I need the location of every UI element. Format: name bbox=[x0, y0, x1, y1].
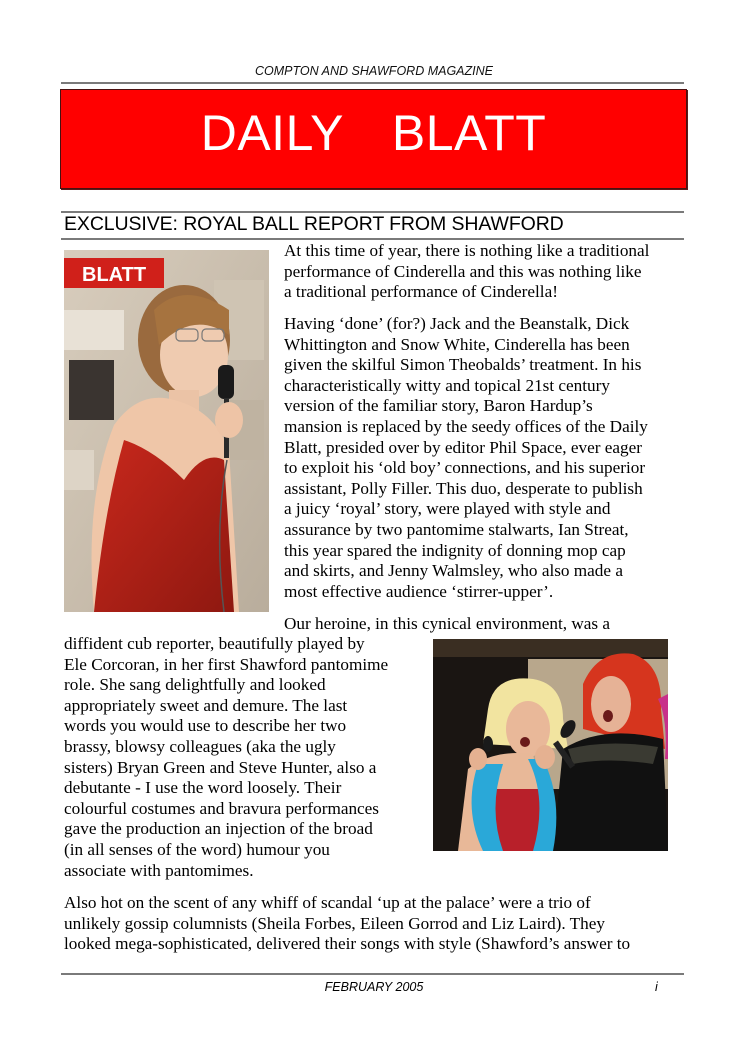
text-line: associate with pantomimes. bbox=[64, 860, 254, 880]
text-line: (in all senses of the word) humour you bbox=[64, 839, 330, 859]
masthead bbox=[60, 89, 687, 189]
text-line: and skirts, and Jenny Walmsley, who also made a bbox=[284, 561, 623, 581]
masthead-title: DAILY BLATT bbox=[200, 105, 547, 161]
running-head: COMPTON AND SHAWFORD MAGAZINE bbox=[255, 64, 493, 78]
photo-singer bbox=[64, 250, 269, 612]
text-line: Having ‘done’ (for?) Jack and the Beanstalk, Dick bbox=[284, 314, 630, 333]
text-line: Whittington and Snow White, Cinderella has been bbox=[284, 334, 630, 354]
page-number: i bbox=[655, 980, 658, 994]
text-line: brassy, blowsy colleagues (aka the ugly bbox=[64, 736, 336, 756]
text-line: version of the familiar story, Baron Hardup’s bbox=[284, 396, 593, 416]
text-line: At this time of year, there is nothing like a traditional bbox=[284, 241, 650, 260]
backdrop-blatt-text: BLATT bbox=[82, 264, 147, 286]
text-line: assistant, Polly Filler. This duo, desperate to publish bbox=[284, 478, 643, 498]
text-line: Ele Corcoran, in her first Shawford pantomime bbox=[64, 654, 389, 674]
text-line: diffident cub reporter, beautifully played by bbox=[64, 634, 365, 653]
paragraph-intro bbox=[284, 241, 649, 303]
text-line: most effective audience ‘stirrer-upper’. bbox=[284, 581, 554, 601]
text-line: colourful costumes and bravura performances bbox=[64, 798, 379, 818]
paragraph-gossip bbox=[64, 893, 630, 955]
text-line: a juicy ‘royal’ story, were played with style and bbox=[284, 499, 611, 519]
paragraph-heroine bbox=[64, 634, 388, 881]
text-line: a traditional performance of Cinderella! bbox=[284, 282, 558, 302]
text-line: unlikely gossip columnists (Sheila Forbes, Eileen Gorrod and Liz Laird). They bbox=[64, 913, 605, 933]
text-line: Blatt, presided over by editor Phil Space, ever eager bbox=[284, 437, 642, 457]
header-rule bbox=[61, 82, 684, 84]
text-line: gave the production an injection of the broad bbox=[64, 819, 373, 839]
text-line: words you would use to describe her two bbox=[64, 716, 347, 736]
text-line: mansion is replaced by the seedy offices of the Daily bbox=[284, 416, 648, 436]
text-line: characteristically witty and topical 21st century bbox=[284, 375, 610, 395]
photo-ugly-sisters bbox=[433, 639, 668, 851]
text-line: Also hot on the scent of any whiff of scandal ‘up at the palace’ were a trio of bbox=[64, 893, 591, 912]
headline-rule-bottom bbox=[61, 238, 684, 240]
text-line: given the skilful Simon Theobalds’ treatment. In his bbox=[284, 355, 642, 375]
text-line: to exploit his ‘old boy’ connections, and his superior bbox=[284, 458, 646, 478]
footer-date: FEBRUARY 2005 bbox=[324, 980, 424, 994]
text-line: looked mega-sophisticated, delivered their songs with style (Shawford’s answer to bbox=[64, 934, 631, 954]
text-line: this year spared the indignity of donning mop cap bbox=[284, 540, 626, 560]
article-headline: EXCLUSIVE: ROYAL BALL REPORT FROM SHAWFORD bbox=[64, 213, 564, 235]
paragraph-cast bbox=[284, 314, 648, 602]
text-line: debutante - I use the word loosely. Their bbox=[64, 778, 342, 798]
text-line: Our heroine, in this cynical environment, was a bbox=[284, 614, 610, 633]
text-line: assurance by two pantomime stalwarts, Ian Streat, bbox=[284, 519, 629, 539]
text-line: performance of Cinderella and this was nothing like bbox=[284, 261, 642, 281]
text-line: appropriately sweet and demure. The last bbox=[64, 695, 348, 715]
text-line: sisters) Bryan Green and Steve Hunter, also a bbox=[64, 757, 377, 777]
footer-rule bbox=[61, 973, 684, 975]
text-line: role. She sang delightfully and looked bbox=[64, 675, 326, 695]
paragraph-heroine-first-line bbox=[284, 614, 610, 635]
